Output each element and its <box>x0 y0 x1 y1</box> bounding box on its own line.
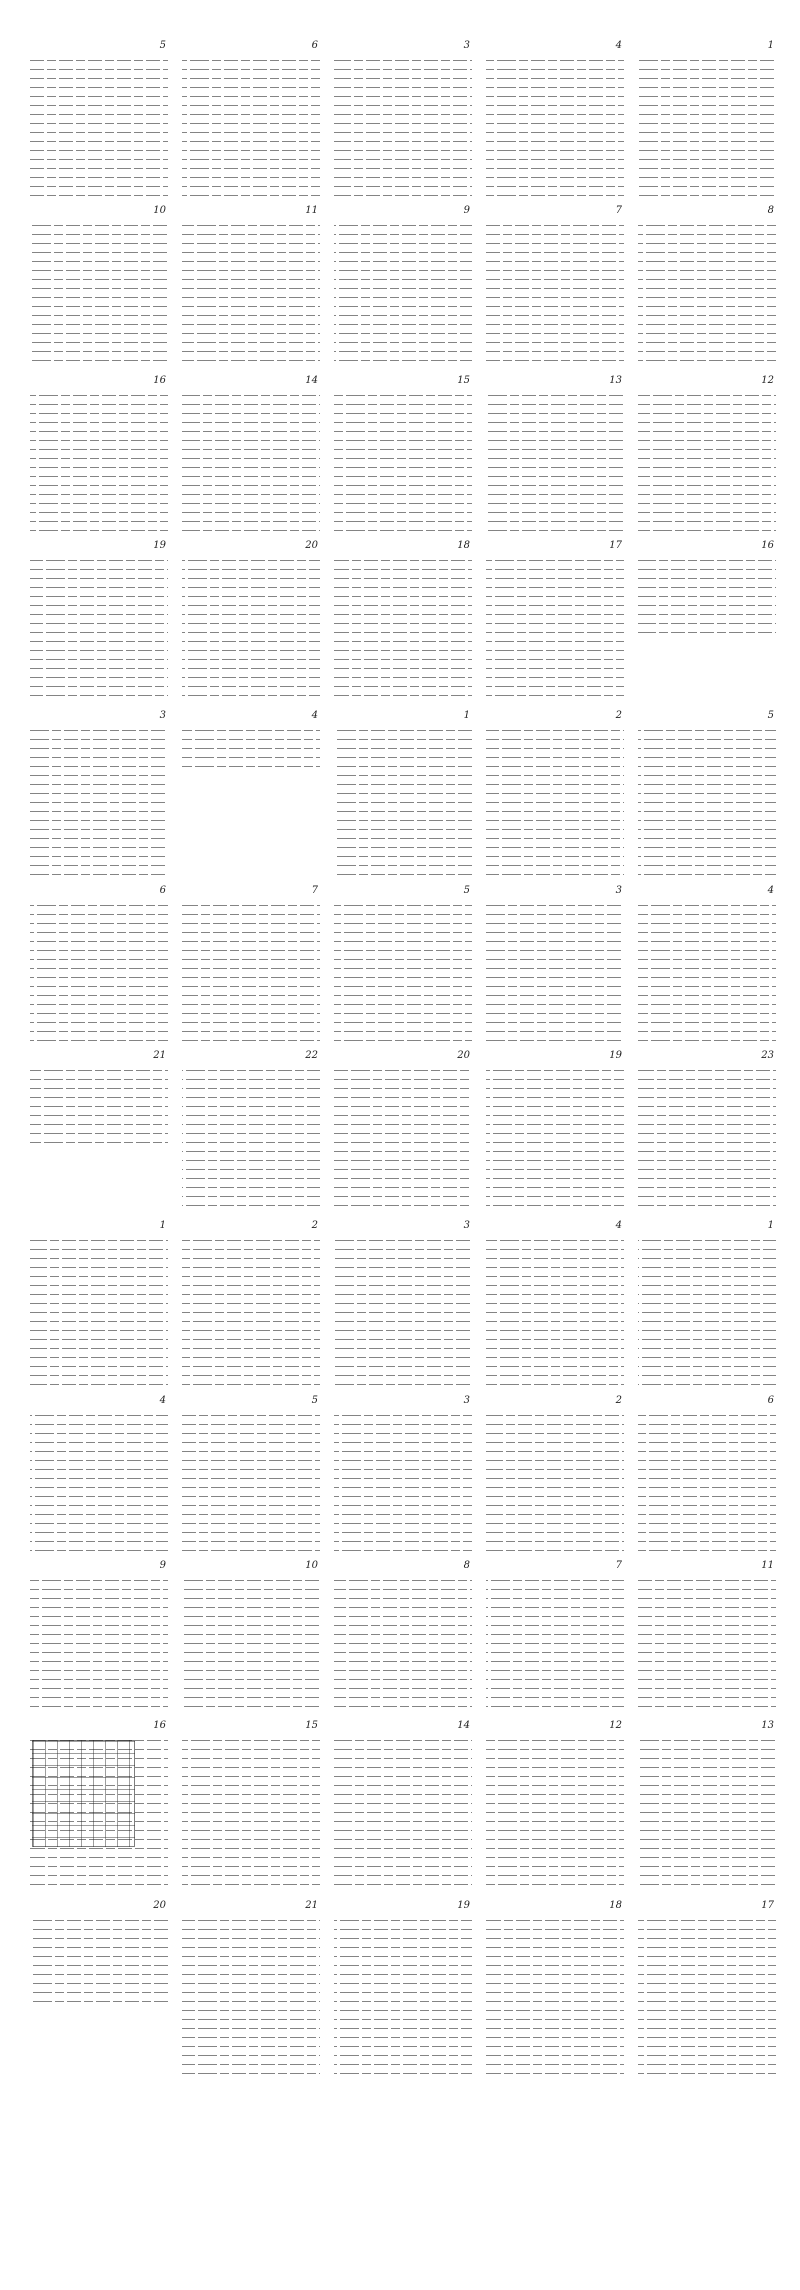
page-number: 1 <box>463 710 470 721</box>
handwritten-text-block <box>30 554 168 703</box>
handwritten-text-block <box>638 724 776 878</box>
manuscript-page <box>28 205 172 370</box>
page-row <box>28 40 780 200</box>
page-number: 1 <box>767 40 774 51</box>
page-number: 10 <box>305 1560 318 1571</box>
handwritten-text-block <box>30 1064 168 1149</box>
manuscript-page <box>180 885 324 1045</box>
manuscript-page <box>484 1720 628 1895</box>
page-number: 4 <box>159 1395 166 1406</box>
page-row <box>28 1050 780 1215</box>
manuscript-page <box>332 885 476 1045</box>
handwritten-text-block <box>334 1409 472 1553</box>
handwritten-text-block <box>182 54 320 198</box>
manuscript-page <box>484 540 628 705</box>
handwritten-text-block <box>334 219 472 368</box>
page-number: 6 <box>311 40 318 51</box>
page-number: 20 <box>153 1900 166 1911</box>
handwritten-text-block <box>486 554 624 703</box>
manuscript-page <box>28 1050 172 1215</box>
page-number: 15 <box>457 375 470 386</box>
page-number: 3 <box>463 40 470 51</box>
handwritten-text-block <box>182 899 320 1043</box>
page-number: 18 <box>609 1900 622 1911</box>
handwritten-text-block <box>30 1914 168 2008</box>
page-number: 13 <box>609 375 622 386</box>
page-number: 8 <box>767 205 774 216</box>
handwritten-text-block <box>182 1409 320 1553</box>
page-number: 7 <box>311 885 318 896</box>
manuscript-page <box>180 375 324 535</box>
handwritten-text-block <box>30 1409 168 1553</box>
page-number: 2 <box>615 1395 622 1406</box>
handwritten-text-block <box>334 899 472 1043</box>
page-number: 13 <box>761 1720 774 1731</box>
page-row <box>28 1720 780 1895</box>
page-number: 19 <box>153 540 166 551</box>
page-number: 16 <box>761 540 774 551</box>
page-number: 9 <box>159 1560 166 1571</box>
handwritten-text-block <box>638 1234 776 1388</box>
page-number: 16 <box>153 375 166 386</box>
manuscript-page <box>636 710 780 880</box>
page-row <box>28 540 780 705</box>
page-number: 6 <box>767 1395 774 1406</box>
manuscript-page <box>180 710 324 880</box>
handwritten-text-block <box>486 1064 624 1213</box>
handwritten-text-block <box>182 1574 320 1713</box>
manuscript-page <box>484 375 628 535</box>
page-number: 11 <box>305 205 318 216</box>
manuscript-page <box>180 1220 324 1390</box>
manuscript-page <box>332 1900 476 2080</box>
handwritten-text-block <box>182 724 320 770</box>
handwritten-text-block <box>30 1234 168 1388</box>
page-number: 4 <box>615 1220 622 1231</box>
page-row <box>28 1220 780 1390</box>
page-number: 5 <box>767 710 774 721</box>
handwritten-text-block <box>638 1409 776 1553</box>
page-number: 18 <box>457 540 470 551</box>
manuscript-page <box>332 710 476 880</box>
manuscript-page <box>332 40 476 200</box>
manuscript-page <box>332 375 476 535</box>
handwritten-text-block <box>30 219 168 368</box>
handwritten-text-block <box>486 389 624 533</box>
page-number: 11 <box>761 1560 774 1571</box>
manuscript-page <box>484 1900 628 2080</box>
page-number: 2 <box>615 710 622 721</box>
handwritten-text-block <box>334 1914 472 2078</box>
handwritten-text-block <box>30 1734 168 1893</box>
manuscript-page <box>180 205 324 370</box>
page-number: 14 <box>457 1720 470 1731</box>
handwritten-text-block <box>334 1064 472 1213</box>
manuscript-page <box>636 1395 780 1555</box>
page-number: 22 <box>305 1050 318 1061</box>
manuscript-page <box>28 885 172 1045</box>
page-number: 1 <box>159 1220 166 1231</box>
page-number: 3 <box>159 710 166 721</box>
manuscript-page <box>28 1220 172 1390</box>
handwritten-text-block <box>638 554 776 639</box>
manuscript-page <box>484 1050 628 1215</box>
page-number: 8 <box>463 1560 470 1571</box>
handwritten-text-block <box>182 1914 320 2078</box>
page-row <box>28 885 780 1045</box>
page-number: 19 <box>457 1900 470 1911</box>
handwritten-text-block <box>486 54 624 198</box>
manuscript-page <box>332 540 476 705</box>
page-row <box>28 1395 780 1555</box>
page-row <box>28 1560 780 1715</box>
page-number: 14 <box>305 375 318 386</box>
manuscript-page <box>28 40 172 200</box>
page-number: 17 <box>761 1900 774 1911</box>
page-row <box>28 205 780 370</box>
handwritten-text-block <box>182 219 320 368</box>
handwritten-text-block <box>182 1734 320 1893</box>
page-number: 7 <box>615 1560 622 1571</box>
manuscript-page <box>636 375 780 535</box>
page-number: 3 <box>463 1220 470 1231</box>
page-number: 3 <box>615 885 622 896</box>
manuscript-page <box>636 1050 780 1215</box>
manuscript-page <box>180 1395 324 1555</box>
handwritten-text-block <box>30 54 168 198</box>
page-number: 4 <box>311 710 318 721</box>
manuscript-page <box>636 205 780 370</box>
handwritten-text-block <box>334 389 472 533</box>
page-number: 4 <box>615 40 622 51</box>
handwritten-text-block <box>182 1234 320 1388</box>
handwritten-text-block <box>30 899 168 1043</box>
handwritten-text-block <box>638 219 776 368</box>
manuscript-page <box>484 710 628 880</box>
page-number: 12 <box>609 1720 622 1731</box>
page-number: 20 <box>457 1050 470 1061</box>
manuscript-page <box>636 40 780 200</box>
manuscript-page <box>332 1560 476 1715</box>
manuscript-page <box>332 1050 476 1215</box>
manuscript-page <box>180 540 324 705</box>
handwritten-text-block <box>334 554 472 703</box>
handwritten-text-block <box>334 724 472 878</box>
handwritten-text-block <box>334 54 472 198</box>
manuscript-page <box>484 885 628 1045</box>
page-number: 5 <box>159 40 166 51</box>
page-number: 4 <box>767 885 774 896</box>
handwritten-text-block <box>486 1734 624 1893</box>
handwritten-text-block <box>334 1234 472 1388</box>
page-number: 12 <box>761 375 774 386</box>
page-number: 10 <box>153 205 166 216</box>
page-number: 21 <box>305 1900 318 1911</box>
page-row <box>28 710 780 880</box>
manuscript-page <box>332 1395 476 1555</box>
handwritten-text-block <box>638 1734 776 1893</box>
handwritten-text-block <box>638 54 776 198</box>
handwritten-text-block <box>486 1574 624 1713</box>
manuscript-page <box>180 1900 324 2080</box>
handwritten-text-block <box>638 1914 776 2078</box>
page-number: 9 <box>463 205 470 216</box>
handwritten-text-block <box>182 554 320 703</box>
manuscript-page <box>180 1050 324 1215</box>
handwritten-text-block <box>182 389 320 533</box>
manuscript-page <box>636 1900 780 2080</box>
page-row <box>28 1900 780 2080</box>
handwritten-text-block <box>638 1064 776 1213</box>
manuscript-page <box>636 1560 780 1715</box>
manuscript-page <box>484 1395 628 1555</box>
page-number: 16 <box>153 1720 166 1731</box>
handwritten-text-block <box>486 1409 624 1553</box>
handwritten-text-block <box>486 1914 624 2078</box>
page-number: 17 <box>609 540 622 551</box>
manuscript-page <box>332 1220 476 1390</box>
handwritten-text-block <box>486 724 624 878</box>
manuscript-page <box>484 205 628 370</box>
page-number: 6 <box>159 885 166 896</box>
manuscript-page <box>180 1720 324 1895</box>
handwritten-text-block <box>334 1574 472 1713</box>
manuscript-page <box>28 375 172 535</box>
page-number: 19 <box>609 1050 622 1061</box>
manuscript-page <box>28 540 172 705</box>
handwritten-text-block <box>638 389 776 533</box>
page-row <box>28 375 780 535</box>
handwritten-text-block <box>638 899 776 1043</box>
handwritten-text-block <box>334 1734 472 1893</box>
page-number: 7 <box>615 205 622 216</box>
manuscript-page <box>636 885 780 1045</box>
handwritten-text-block <box>486 219 624 368</box>
manuscript-page <box>636 1220 780 1390</box>
manuscript-page <box>484 40 628 200</box>
page-number: 5 <box>463 885 470 896</box>
manuscript-page <box>180 40 324 200</box>
handwritten-text-block <box>182 1064 320 1213</box>
manuscript-page <box>28 1560 172 1715</box>
manuscript-page <box>484 1560 628 1715</box>
handwritten-text-block <box>30 724 168 878</box>
handwritten-text-block <box>30 1574 168 1713</box>
page-number: 3 <box>463 1395 470 1406</box>
manuscript-page <box>484 1220 628 1390</box>
handwritten-text-block <box>638 1574 776 1713</box>
manuscript-page <box>28 1720 172 1895</box>
manuscript-page <box>28 710 172 880</box>
page-number: 23 <box>761 1050 774 1061</box>
page-number: 15 <box>305 1720 318 1731</box>
page-number: 2 <box>311 1220 318 1231</box>
handwritten-text-block <box>486 1234 624 1388</box>
manuscript-page <box>636 1720 780 1895</box>
page-number: 20 <box>305 540 318 551</box>
manuscript-page <box>28 1900 172 2080</box>
manuscript-page <box>180 1560 324 1715</box>
handwritten-text-block <box>30 389 168 533</box>
manuscript-page <box>636 540 780 705</box>
manuscript-page <box>28 1395 172 1555</box>
page-number: 1 <box>767 1220 774 1231</box>
manuscript-page <box>332 1720 476 1895</box>
handwritten-text-block <box>486 899 624 1043</box>
page-number: 5 <box>311 1395 318 1406</box>
page-number: 21 <box>153 1050 166 1061</box>
manuscript-page <box>332 205 476 370</box>
